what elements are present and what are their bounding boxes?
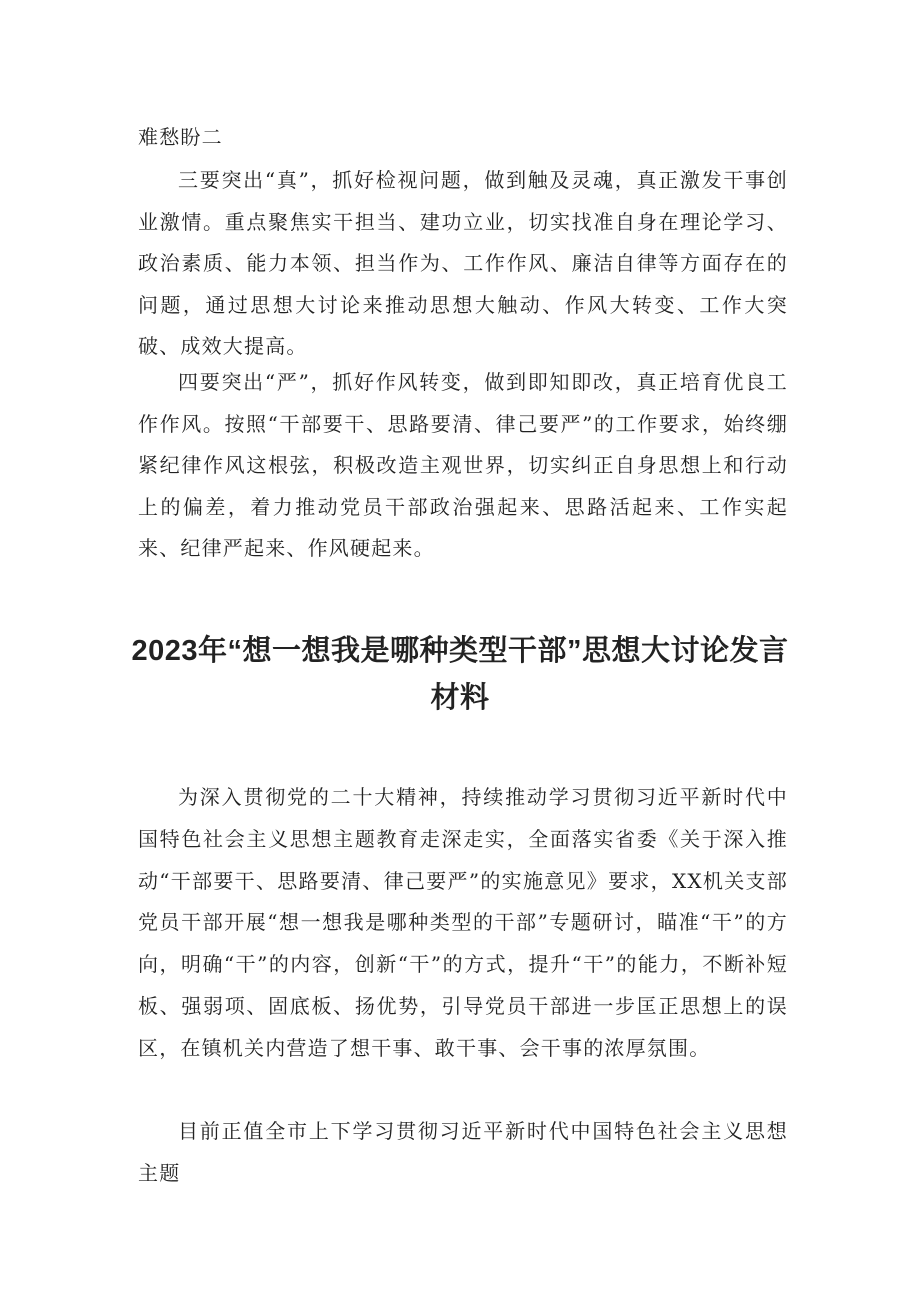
continuation-text: 难愁盼二 [138,125,223,149]
document-title: 2023年“想一想我是哪种类型干部”思想大讨论发言材料 [131,635,789,714]
paragraph-three-zhen: 三要突出“真”，抓好检视问题，做到触及灵魂，真正激发干事创业激情。重点聚焦实干担当、建功立业，切实找准自身在理论学习、政治素质、能力本领、担当作为、工作作风、廉洁自律等方面存在的问题，通过思想大讨论来推动思想大触动、作风大转变、工作大突破、成效大提高。 [138,168,788,359]
paragraph-current: 目前正值全市上下学习贯彻习近平新时代中国特色社会主义思想主题 [138,1119,788,1185]
paragraph-four-yan: 四要突出“严”，抓好作风转变，做到即知即改，真正培育优良工作作风。按照“干部要干、思路要清、律己要严”的工作要求，始终绷紧纪律作风这根弦，积极改造主观世界，切实纠正自身思想上和行动上的偏差，着力推动党员干部政治强起来、思路活起来、工作实起来、纪律严起来、作风硬起来。 [138,370,788,561]
paragraph-intro: 为深入贯彻党的二十大精神，持续推动学习贯彻习近平新时代中国特色社会主义思想主题教育走深走实，全面落实省委《关于深入推动“干部要干、思路要清、律己要严”的实施意见》要求，XX机关支部党员干部开展“想一想我是哪种类型的干部”专题研讨，瞄准“干”的方向，明确“干”的内容，创新“干”的方式，提升“干”的能力，不断补短板、强弱项、固底板、扬优势，引导党员干部进一步匡正思想上的误区，在镇机关内营造了想干事、敢干事、会干事的浓厚氛围。 [138,785,788,1060]
